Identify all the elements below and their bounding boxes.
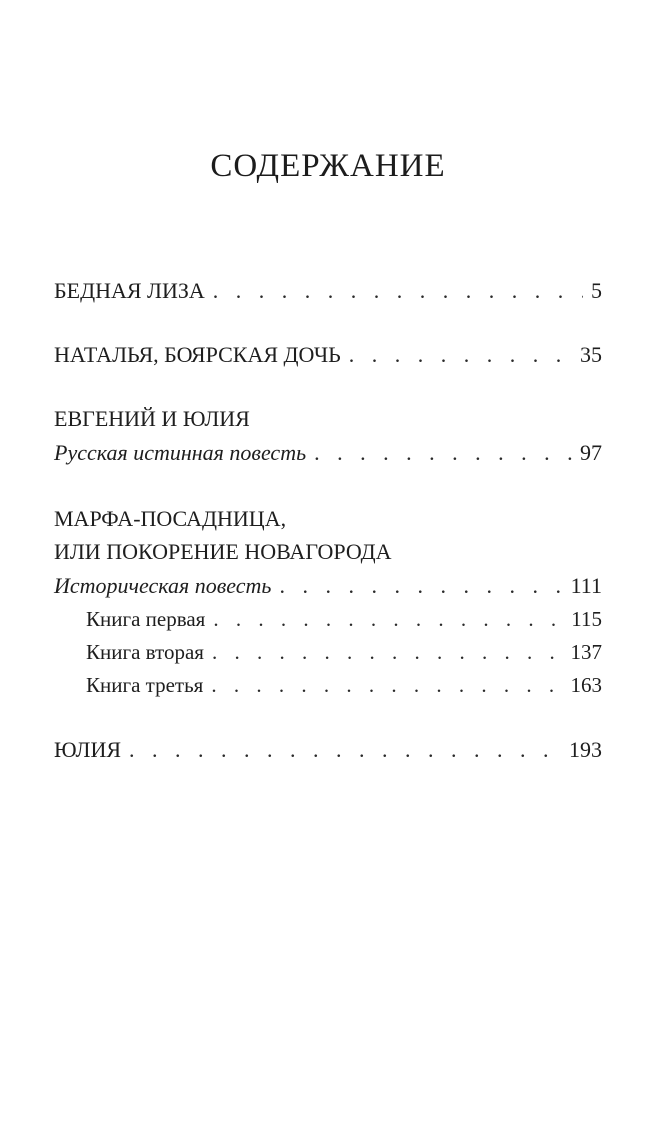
toc-entry-subtitle: Историческая повесть [54,573,272,598]
leader-dots [212,639,563,665]
toc-page-number: 115 [571,607,602,631]
page-title: СОДЕРЖАНИЕ [210,148,446,184]
toc-page-number: 193 [569,737,602,762]
toc-entry-title: ЮЛИЯ [54,737,121,762]
leader-dots [314,440,572,466]
leader-dots [349,342,572,368]
toc-entry-bednaya-liza[interactable] [54,278,602,304]
toc-subentry-book-1[interactable] [86,606,602,632]
toc-subentry-book-3[interactable] [86,672,602,698]
toc-entry-yuliya[interactable] [54,737,602,763]
toc-page-number: 97 [580,440,602,465]
toc-entry-title: НАТАЛЬЯ, БОЯРСКАЯ ДОЧЬ [54,342,341,367]
toc-entry-title: БЕДНАЯ ЛИЗА [54,278,205,303]
toc-heading-evgeniy-i-yuliya: ЕВГЕНИЙ И ЮЛИЯ [54,406,250,431]
toc-page-number: 35 [580,342,602,367]
toc-subentry-title: Книга третья [86,673,204,697]
toc-entry-evgeniy-i-yuliya[interactable] [54,440,602,466]
toc-page-number: 137 [570,640,602,664]
toc-page-number: 111 [570,573,602,598]
toc-page-number: 5 [591,278,602,303]
toc-subentry-book-2[interactable] [86,639,602,665]
toc-entry-marfa[interactable] [54,573,602,599]
toc-subentry-title: Книга первая [86,607,206,631]
leader-dots [213,606,563,632]
toc-entry-subtitle: Русская истинная повесть [54,440,307,465]
toc-heading-marfa-line2: ИЛИ ПОКОРЕНИЕ НОВАГОРОДА [54,539,392,564]
leader-dots [279,573,562,599]
leader-dots [213,278,583,304]
toc-page-number: 163 [570,673,602,697]
leader-dots [211,672,562,698]
toc-subentry-title: Книга вторая [86,640,204,664]
toc-entry-natalya[interactable] [54,342,602,368]
toc-heading-marfa-line1: МАРФА-ПОСАДНИЦА, [54,506,287,531]
leader-dots [129,737,561,763]
